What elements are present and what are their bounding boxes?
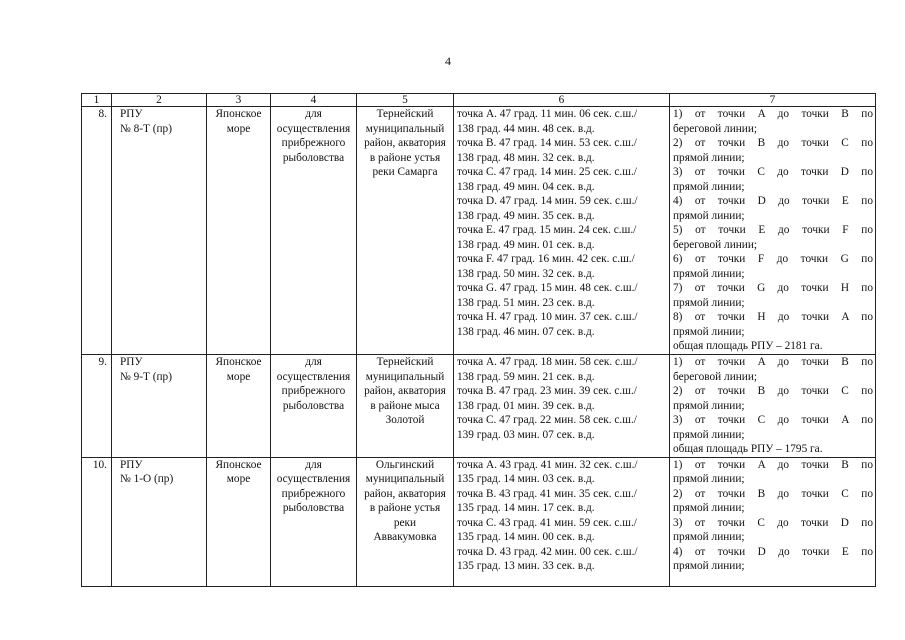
location-cell [357, 107, 454, 355]
row-number-cell [82, 107, 112, 355]
location-line: Тернейский [376, 356, 434, 368]
column-number-row [82, 94, 876, 107]
boundary-line: 4) от точки D до точки E по [673, 545, 873, 558]
boundary-line: прямой линии; [673, 399, 745, 412]
boundary-line: 3) от точки C до точки D по [673, 166, 873, 178]
location-line: Золотой [385, 414, 425, 426]
coordinate-line: 138 град. 01 мин. 39 сек. в.д. [457, 399, 595, 412]
area-name-line: РПУ [120, 108, 143, 120]
table-row [82, 457, 876, 586]
column-header: 3 [207, 94, 271, 107]
coordinate-line: точка D. 43 град. 42 мин. 00 сек. с.ш./ [457, 545, 638, 558]
boundary-line: 2) от точки B до точки C по [673, 385, 873, 397]
column-header: 1 [82, 94, 112, 107]
purpose-line: прибрежного [281, 137, 346, 149]
coordinate-line: точка A. 47 град. 18 мин. 58 сек. с.ш./ [457, 356, 638, 368]
location-cell [357, 457, 454, 586]
purpose-cell [271, 107, 357, 355]
location-cell [357, 355, 454, 458]
row-number: 9. [98, 356, 107, 368]
table-row [82, 107, 876, 355]
boundary-line: береговой линии; [673, 122, 758, 135]
coordinate-line: точка B. 47 град. 14 мин. 53 сек. с.ш./ [457, 137, 637, 149]
table-row [82, 355, 876, 458]
boundary-line: прямой линии; [673, 209, 745, 222]
purpose-line: для [305, 108, 322, 120]
column-header: 2 [112, 94, 207, 107]
boundary-line: 4) от точки D до точки E по [673, 195, 873, 207]
coordinate-line: точка G. 47 град. 15 мин. 48 сек. с.ш./ [457, 282, 638, 294]
purpose-line: осуществления [276, 370, 351, 383]
boundaries-cell [670, 355, 876, 458]
boundary-line: общая площадь РПУ – 1795 га. [673, 443, 823, 455]
boundary-line: береговой линии; [673, 238, 758, 251]
coordinate-line: точка F. 47 град. 16 мин. 42 сек. с.ш./ [457, 253, 635, 265]
location-line: район, акватория [364, 385, 446, 397]
row-number-cell [82, 457, 112, 586]
coordinates-cell [454, 107, 670, 355]
boundary-line: 2) от точки B до точки C по [673, 137, 873, 149]
column-header: 7 [670, 94, 876, 107]
coordinate-line: 139 град. 03 мин. 07 сек. в.д. [457, 428, 595, 441]
boundary-line: 3) от точки C до точки D по [673, 516, 873, 529]
sea-line: море [226, 370, 251, 383]
location-line: Ольгинский [375, 458, 435, 471]
location-line: реки [393, 516, 417, 529]
area-name-cell [112, 355, 207, 458]
coordinate-line: 135 град. 14 мин. 17 сек. в.д. [457, 502, 595, 514]
coordinate-line: 138 град. 59 мин. 21 сек. в.д. [457, 370, 595, 383]
purpose-line: прибрежного [281, 385, 346, 397]
sea-cell [207, 355, 271, 458]
purpose-line: прибрежного [281, 487, 346, 500]
boundary-line: прямой линии; [673, 267, 745, 280]
boundary-line: 3) от точки C до точки A по [673, 414, 873, 426]
column-header: 5 [357, 94, 454, 107]
coordinate-line: 138 град. 48 мин. 32 сек. в.д. [457, 151, 595, 164]
boundary-line: прямой линии; [673, 531, 745, 543]
boundary-line: прямой линии; [673, 296, 745, 309]
coordinate-line: 135 град. 14 мин. 00 сек. в.д. [457, 531, 595, 543]
sea-cell [207, 107, 271, 355]
row-number-cell [82, 355, 112, 458]
boundary-line: береговой линии; [673, 370, 758, 383]
purpose-line: для [305, 356, 322, 368]
location-line: район, акватория [364, 137, 446, 149]
boundary-line: общая площадь РПУ – 2181 га. [673, 340, 823, 352]
purpose-line: осуществления [276, 473, 351, 485]
boundary-line: прямой линии; [673, 180, 745, 193]
coordinate-line: 138 град. 50 мин. 32 сек. в.д. [457, 267, 595, 280]
coordinate-line: точка H. 47 град. 10 мин. 37 сек. с.ш./ [457, 311, 638, 323]
boundary-line: 1) от точки A до точки B по [673, 458, 873, 471]
boundary-line: 6) от точки F до точки G по [673, 253, 873, 265]
purpose-line: рыболовства [282, 399, 345, 412]
purpose-line: для [305, 458, 322, 471]
purpose-cell [271, 457, 357, 586]
sea-line: море [226, 122, 251, 135]
area-name-line: № 8-Т (пр) [120, 122, 172, 135]
coordinate-line: точка E. 47 град. 15 мин. 24 сек. с.ш./ [457, 224, 637, 236]
column-header: 6 [454, 94, 670, 107]
coordinate-line: точка A. 47 град. 11 мин. 06 сек. с.ш./ [457, 108, 638, 120]
boundary-line: 5) от точки E до точки F по [673, 224, 873, 236]
coordinate-line: 138 град. 44 мин. 48 сек. в.д. [457, 122, 595, 135]
boundary-line: прямой линии; [673, 428, 745, 441]
coordinate-line: 138 град. 49 мин. 04 сек. в.д. [457, 180, 595, 193]
coordinate-line: точка A. 43 град. 41 мин. 32 сек. с.ш./ [457, 458, 638, 471]
boundaries-cell [670, 107, 876, 355]
coordinate-line: точка B. 43 град. 41 мин. 35 сек. с.ш./ [457, 487, 637, 500]
boundary-line: 1) от точки A до точки B по [673, 356, 873, 368]
coordinate-line: 135 град. 13 мин. 33 сек. в.д. [457, 560, 595, 572]
coordinate-line: точка D. 47 град. 14 мин. 59 сек. с.ш./ [457, 195, 638, 207]
area-name-cell [112, 457, 207, 586]
location-line: в районе устья [369, 151, 441, 164]
purpose-line: рыболовства [282, 502, 345, 514]
sea-line: Японское [215, 458, 262, 471]
column-header: 4 [271, 94, 357, 107]
location-line: Тернейский [376, 108, 434, 120]
location-line: в районе мыса [370, 399, 440, 412]
boundary-line: прямой линии; [673, 502, 745, 514]
area-name-line: № 1-О (пр) [120, 473, 174, 485]
fishing-areas-table [81, 93, 876, 587]
coordinate-line: точка C. 47 град. 22 мин. 58 сек. с.ш./ [457, 414, 637, 426]
location-line: Аввакумовка [373, 531, 437, 543]
boundary-line: 7) от точки G до точки H по [673, 282, 873, 294]
page-number: 4 [445, 54, 451, 68]
boundaries-cell [670, 457, 876, 586]
sea-line: море [226, 473, 251, 485]
coordinate-line: 138 град. 51 мин. 23 сек. в.д. [457, 296, 595, 309]
boundary-line: 8) от точки H до точки A по [673, 311, 873, 323]
coordinate-line: точка B. 47 град. 23 мин. 39 сек. с.ш./ [457, 385, 637, 397]
boundary-line: прямой линии; [673, 325, 745, 338]
purpose-line: осуществления [276, 122, 351, 135]
coordinate-line: 138 град. 49 мин. 35 сек. в.д. [457, 209, 595, 222]
boundary-line: 2) от точки B до точки C по [673, 487, 873, 500]
area-name-line: РПУ [120, 458, 143, 471]
sea-cell [207, 457, 271, 586]
boundary-line: прямой линии; [673, 560, 745, 572]
purpose-cell [271, 355, 357, 458]
location-line: реки Самарга [372, 166, 438, 178]
coordinate-line: 135 град. 14 мин. 03 сек. в.д. [457, 473, 595, 485]
location-line: район, акватория [364, 487, 446, 500]
row-number: 8. [98, 108, 107, 120]
boundary-line: прямой линии; [673, 151, 745, 164]
coordinate-line: точка C. 43 град. 41 мин. 59 сек. с.ш./ [457, 516, 637, 529]
sea-line: Японское [215, 356, 262, 368]
area-name-line: РПУ [120, 356, 143, 368]
location-line: муниципальный [365, 370, 445, 383]
boundary-line: прямой линии; [673, 473, 745, 485]
location-line: в районе устья [369, 502, 441, 514]
area-name-cell [112, 107, 207, 355]
boundary-line: 1) от точки A до точки B по [673, 108, 873, 120]
location-line: муниципальный [365, 122, 445, 135]
area-name-line: № 9-Т (пр) [120, 370, 172, 383]
coordinate-line: 138 град. 46 мин. 07 сек. в.д. [457, 325, 595, 338]
coordinate-line: точка C. 47 град. 14 мин. 25 сек. с.ш./ [457, 166, 637, 178]
coordinates-cell [454, 457, 670, 586]
location-line: муниципальный [365, 473, 445, 485]
sea-line: Японское [215, 108, 262, 120]
row-number: 10. [92, 458, 107, 471]
coordinate-line: 138 град. 49 мин. 01 сек. в.д. [457, 238, 595, 251]
purpose-line: рыболовства [282, 151, 345, 164]
coordinates-cell [454, 355, 670, 458]
